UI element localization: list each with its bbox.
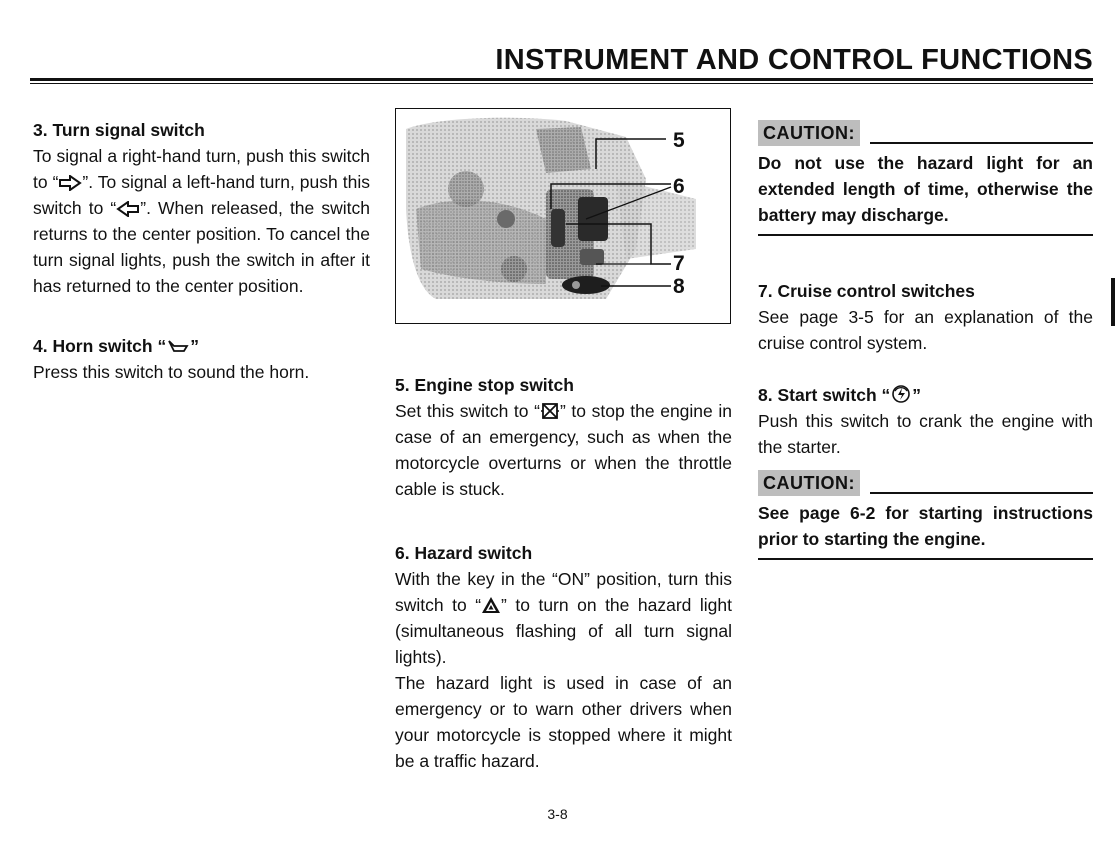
cruise-text: See page 3-5 for an explanation of the cruise control system. [758, 307, 1093, 353]
hazard-heading: 6. Hazard switch [395, 543, 533, 563]
left-turn-arrow-icon [116, 201, 140, 217]
handlebar-switch-photo [395, 108, 731, 324]
caution-text: See page 6-2 for starting instructions prior to starting the engine. [758, 496, 1093, 560]
caution-rule [870, 492, 1093, 494]
right-column [758, 120, 1093, 560]
caution-rule [870, 142, 1093, 144]
start-text: Push this switch to crank the engine with the starter. [758, 411, 1093, 457]
start-icon [890, 384, 912, 404]
start-section [758, 382, 1093, 460]
caution-box-1 [758, 120, 1093, 236]
turn-signal-section [33, 117, 370, 299]
horn-section [33, 333, 370, 385]
page-number: 3-8 [547, 806, 568, 822]
caution-box-2 [758, 470, 1093, 560]
right-turn-arrow-icon [58, 175, 82, 191]
turn-signal-heading: 3. Turn signal switch [33, 120, 205, 140]
middle-column [395, 372, 732, 774]
turn-signal-text: To signal a right-hand turn, push this switch to “ ”. To signal a left-hand turn, push this switch to “ ”. When released, the switch returns to the center position. To cancel the turn signal lights, push the switch in after it has returned to the center position. [33, 146, 370, 296]
callout-6: 6 [673, 175, 685, 198]
caution-label: CAUTION: [758, 120, 860, 146]
horn-text: Press this switch to sound the horn. [33, 362, 310, 382]
horn-heading: 4. Horn switch “ ” [33, 336, 199, 356]
engine-stop-text: Set this switch to “ ” to stop the engine in case of an emergency, such as when the motorcycle overturns or when the throttle cable is stuck. [395, 401, 732, 499]
cruise-heading: 7. Cruise control switches [758, 281, 975, 301]
callout-8: 8 [673, 275, 685, 298]
page-title: INSTRUMENT AND CONTROL FUNCTIONS [495, 44, 1093, 76]
hazard-text-2: The hazard light is used in case of an emergency or to warn other drivers when your motorcycle is stopped where it might be a traffic hazard. [395, 673, 732, 771]
cruise-section [758, 278, 1093, 356]
header-rule-thin [30, 83, 1093, 84]
hazard-text-1: With the key in the “ON” position, turn this switch to “ ” to turn on the hazard light (simultaneous flashing of all turn signal lights). [395, 569, 732, 667]
hazard-section [395, 540, 732, 774]
left-column [33, 117, 370, 385]
callout-5: 5 [673, 129, 685, 152]
caution-label: CAUTION: [758, 470, 860, 496]
engine-stop-section [395, 372, 732, 502]
horn-icon [166, 339, 190, 355]
start-heading: 8. Start switch “ ” [758, 385, 922, 405]
engine-stop-heading: 5. Engine stop switch [395, 375, 574, 395]
caution-text: Do not use the hazard light for an extended length of time, otherwise the battery may discharge. [758, 146, 1093, 236]
header-rule-thick [30, 78, 1093, 81]
hazard-icon [481, 596, 501, 614]
engine-stop-icon [540, 402, 560, 420]
page-edge-marker [1111, 278, 1115, 326]
callout-7: 7 [673, 252, 685, 275]
